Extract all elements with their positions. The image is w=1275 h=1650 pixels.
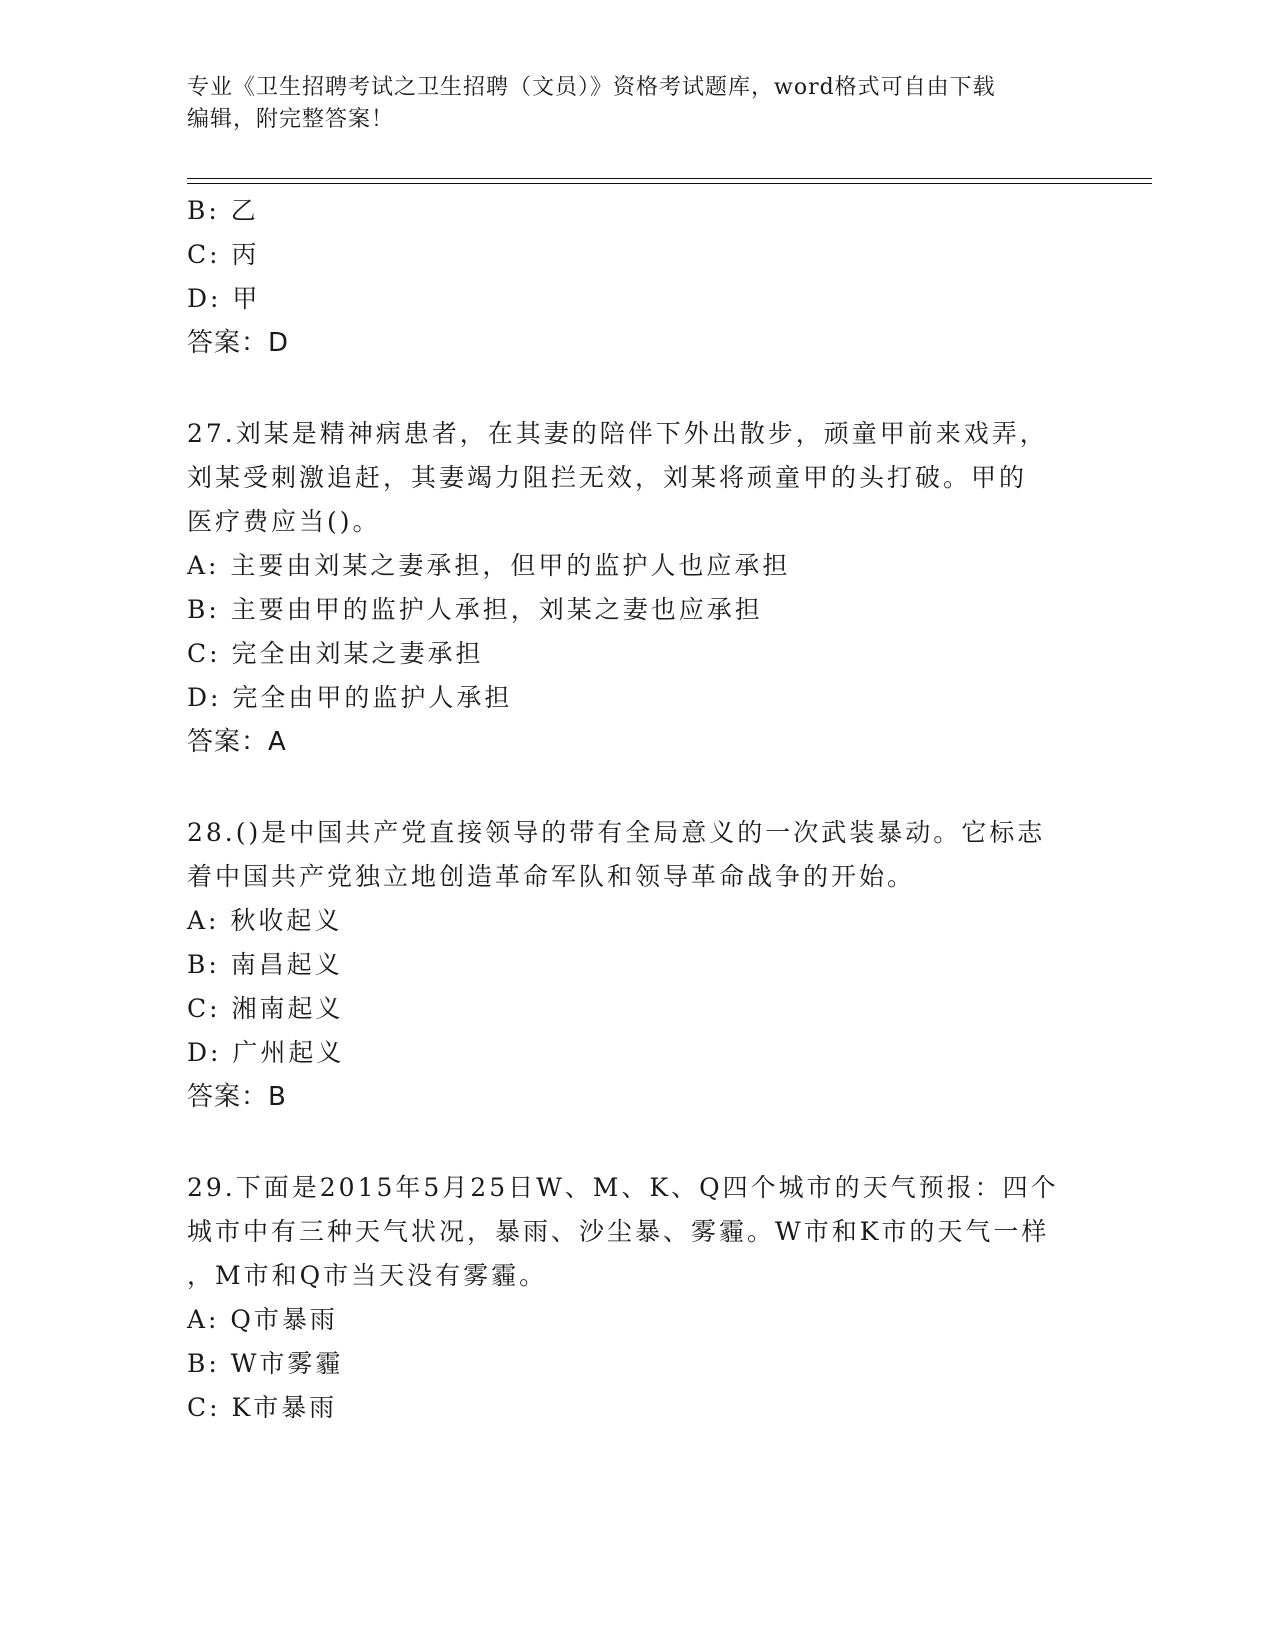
q28-option-a: A: 秋收起义 (187, 906, 343, 935)
q28-answer: 答案：B (187, 1082, 287, 1112)
header-line-1: 专业《卫生招聘考试之卫生招聘（文员）》资格考试题库，word格式可自由下载 (187, 75, 996, 100)
header-line-2: 编辑，附完整答案！ (187, 107, 395, 132)
q27-option-b: B: 主要由甲的监护人承担，刘某之妻也应承担 (187, 595, 763, 624)
q29-stem-line-2: 城市中有三种天气状况，暴雨、沙尘暴、雾霾。W市和K市的天气一样 (187, 1217, 1050, 1246)
q27-option-a: A: 主要由刘某之妻承担，但甲的监护人也应承担 (187, 551, 791, 580)
q29-option-b: B: W市雾霾 (187, 1349, 344, 1378)
q29-option-c: C: K市暴雨 (187, 1393, 338, 1422)
q26-option-d: D: 甲 (187, 284, 261, 313)
document-header (187, 72, 1087, 136)
q27-option-d: D: 完全由甲的监护人承担 (187, 683, 513, 712)
header-divider-top (187, 178, 1152, 179)
q26-option-b: B: 乙 (187, 196, 259, 225)
q29-stem-line-3: ，M市和Q市当天没有雾霾。 (187, 1261, 548, 1290)
q27-answer: 答案：A (187, 727, 287, 757)
q28-stem-line-1: 28.()是中国共产党直接领导的带有全局意义的一次武装暴动。它标志 (187, 818, 1046, 847)
q26-option-c: C: 丙 (187, 240, 260, 269)
q28-option-b: B: 南昌起义 (187, 950, 343, 979)
q28-option-d: D: 广州起义 (187, 1038, 345, 1067)
q27-stem-line-2: 刘某受刺激追赶，其妻竭力阻拦无效，刘某将顽童甲的头打破。甲的 (187, 463, 1028, 492)
q29-option-a: A: Q市暴雨 (187, 1305, 338, 1334)
q26-answer: 答案：D (187, 328, 290, 358)
q29-stem-line-1: 29.下面是2015年5月25日W、M、K、Q四个城市的天气预报：四个 (187, 1173, 1059, 1202)
q28-stem-line-2: 着中国共产党独立地创造革命军队和领导革命战争的开始。 (187, 862, 916, 891)
q27-stem-line-1: 27.刘某是精神病患者，在其妻的陪伴下外出散步，顽童甲前来戏弄， (187, 419, 1048, 448)
q27-stem-line-3: 医疗费应当()。 (187, 507, 381, 536)
q27-option-c: C: 完全由刘某之妻承担 (187, 639, 484, 668)
header-divider-bottom (187, 183, 1152, 184)
q28-option-c: C: 湘南起义 (187, 994, 344, 1023)
